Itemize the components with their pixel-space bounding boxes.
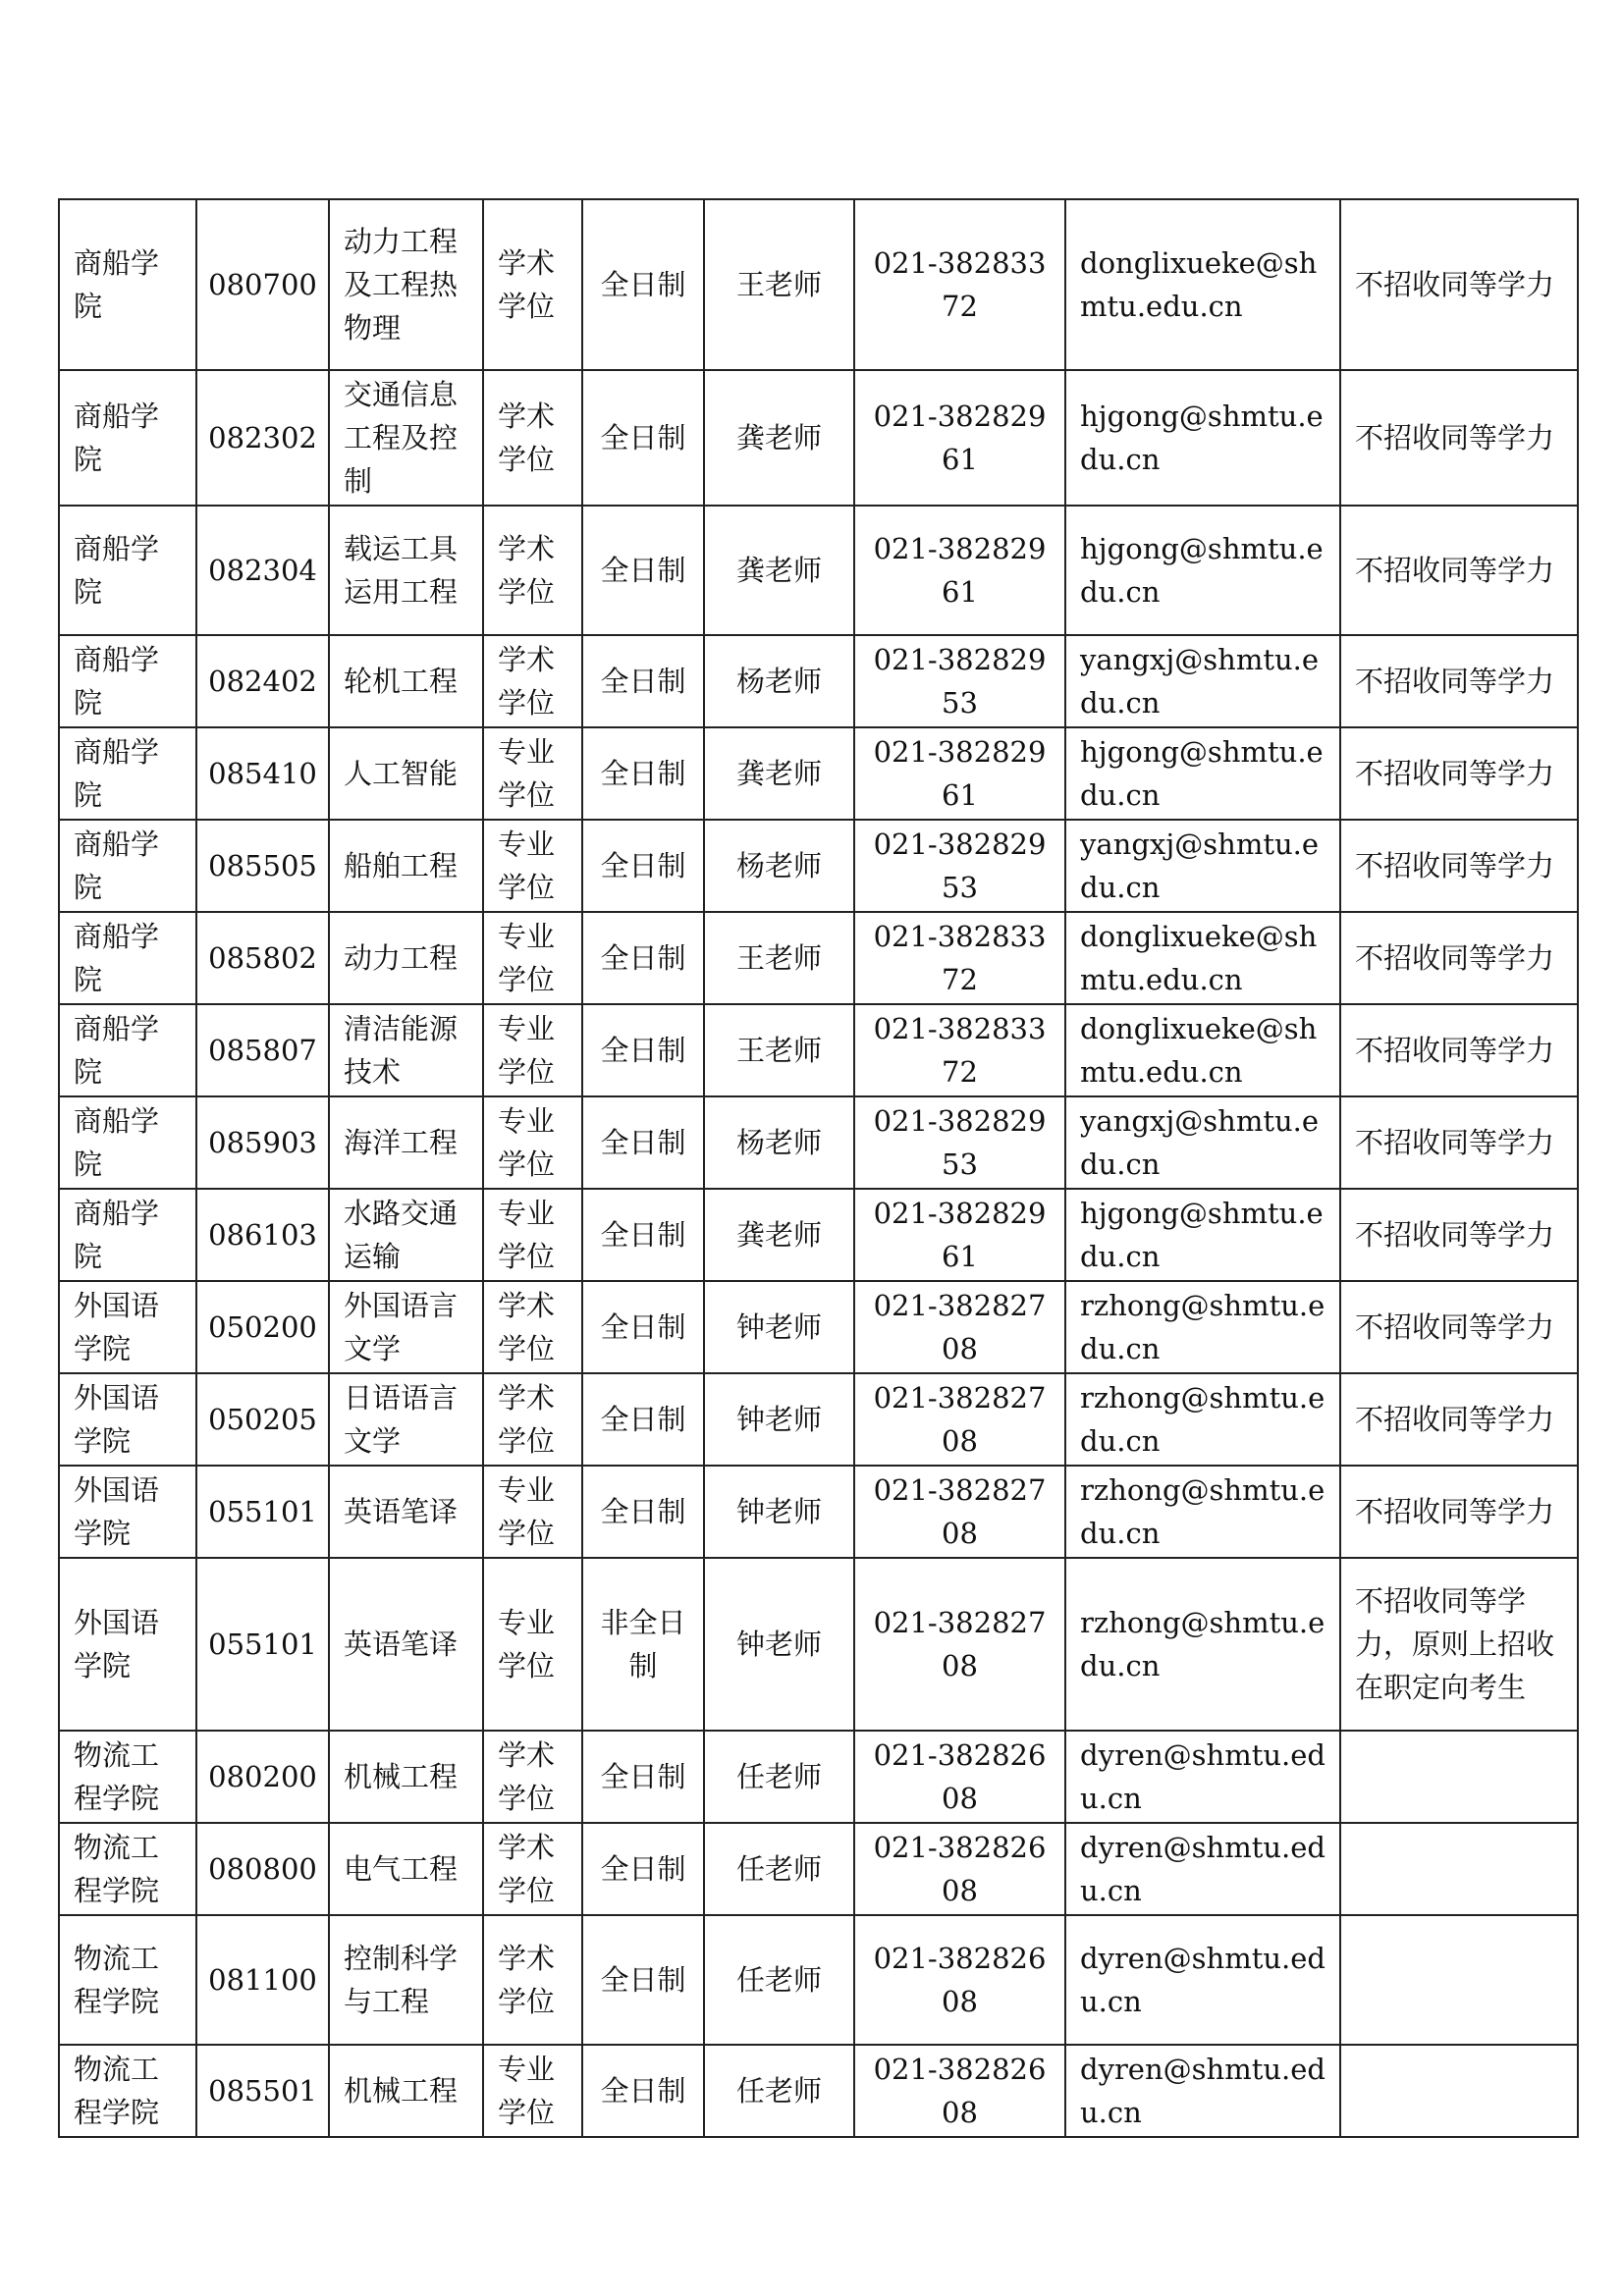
college-cell: 商船学院 — [59, 820, 196, 912]
email-cell: hjgong@shmtu.edu.cn — [1065, 370, 1340, 506]
study-mode-cell: 全日制 — [582, 1096, 704, 1189]
degree-type-cell: 学术学位 — [483, 1731, 582, 1823]
college-cell: 物流工程学院 — [59, 1915, 196, 2045]
study-mode-cell: 非全日制 — [582, 1558, 704, 1731]
major-code-cell: 086103 — [196, 1189, 329, 1281]
email-cell: dyren@shmtu.edu.cn — [1065, 1731, 1340, 1823]
remark-cell: 不招收同等学力 — [1340, 370, 1578, 506]
phone-cell: 021-38282708 — [854, 1558, 1065, 1731]
remark-cell — [1340, 1823, 1578, 1915]
contact-person-cell: 龚老师 — [704, 506, 854, 635]
study-mode-cell: 全日制 — [582, 1189, 704, 1281]
admissions-contact-table — [58, 198, 1579, 2138]
major-name-cell: 水路交通运输 — [329, 1189, 483, 1281]
phone-cell: 021-38283372 — [854, 1004, 1065, 1096]
study-mode-cell: 全日制 — [582, 199, 704, 370]
major-code-cell: 050200 — [196, 1281, 329, 1373]
email-cell: donglixueke@shmtu.edu.cn — [1065, 912, 1340, 1004]
degree-type-cell: 学术学位 — [483, 1373, 582, 1466]
email-cell: rzhong@shmtu.edu.cn — [1065, 1281, 1340, 1373]
contact-person-cell: 龚老师 — [704, 727, 854, 820]
college-cell: 商船学院 — [59, 1189, 196, 1281]
major-name-cell: 英语笔译 — [329, 1466, 483, 1558]
major-name-cell: 控制科学与工程 — [329, 1915, 483, 2045]
degree-type-cell: 专业学位 — [483, 1558, 582, 1731]
phone-cell: 021-38282608 — [854, 2045, 1065, 2137]
major-code-cell: 085501 — [196, 2045, 329, 2137]
college-cell: 外国语学院 — [59, 1281, 196, 1373]
contact-person-cell: 王老师 — [704, 199, 854, 370]
contact-person-cell: 钟老师 — [704, 1281, 854, 1373]
table-row — [59, 727, 1578, 820]
study-mode-cell: 全日制 — [582, 370, 704, 506]
study-mode-cell: 全日制 — [582, 1466, 704, 1558]
degree-type-cell: 专业学位 — [483, 912, 582, 1004]
study-mode-cell: 全日制 — [582, 1373, 704, 1466]
contact-person-cell: 任老师 — [704, 1915, 854, 2045]
table-row — [59, 506, 1578, 635]
study-mode-cell: 全日制 — [582, 1731, 704, 1823]
study-mode-cell: 全日制 — [582, 506, 704, 635]
contact-person-cell: 钟老师 — [704, 1558, 854, 1731]
degree-type-cell: 学术学位 — [483, 1823, 582, 1915]
major-name-cell: 日语语言文学 — [329, 1373, 483, 1466]
table-row — [59, 635, 1578, 727]
email-cell: rzhong@shmtu.edu.cn — [1065, 1466, 1340, 1558]
email-cell: dyren@shmtu.edu.cn — [1065, 1915, 1340, 2045]
degree-type-cell: 专业学位 — [483, 2045, 582, 2137]
degree-type-cell: 专业学位 — [483, 1004, 582, 1096]
major-name-cell: 载运工具运用工程 — [329, 506, 483, 635]
major-code-cell: 081100 — [196, 1915, 329, 2045]
study-mode-cell: 全日制 — [582, 1281, 704, 1373]
major-code-cell: 055101 — [196, 1558, 329, 1731]
degree-type-cell: 专业学位 — [483, 820, 582, 912]
major-code-cell: 085505 — [196, 820, 329, 912]
degree-type-cell: 专业学位 — [483, 1096, 582, 1189]
college-cell: 商船学院 — [59, 506, 196, 635]
contact-person-cell: 任老师 — [704, 1823, 854, 1915]
contact-person-cell: 龚老师 — [704, 370, 854, 506]
major-name-cell: 轮机工程 — [329, 635, 483, 727]
remark-cell — [1340, 1731, 1578, 1823]
contact-person-cell: 钟老师 — [704, 1466, 854, 1558]
contact-person-cell: 杨老师 — [704, 1096, 854, 1189]
table-row — [59, 912, 1578, 1004]
phone-cell: 021-38282953 — [854, 1096, 1065, 1189]
table-row — [59, 2045, 1578, 2137]
major-name-cell: 英语笔译 — [329, 1558, 483, 1731]
college-cell: 物流工程学院 — [59, 1823, 196, 1915]
major-name-cell: 动力工程 — [329, 912, 483, 1004]
phone-cell: 021-38282961 — [854, 727, 1065, 820]
college-cell: 商船学院 — [59, 1096, 196, 1189]
table-row — [59, 1096, 1578, 1189]
major-code-cell: 085410 — [196, 727, 329, 820]
major-name-cell: 机械工程 — [329, 2045, 483, 2137]
email-cell: hjgong@shmtu.edu.cn — [1065, 506, 1340, 635]
table-row — [59, 1731, 1578, 1823]
major-code-cell: 050205 — [196, 1373, 329, 1466]
remark-cell — [1340, 1915, 1578, 2045]
study-mode-cell: 全日制 — [582, 1915, 704, 2045]
major-code-cell: 080800 — [196, 1823, 329, 1915]
remark-cell: 不招收同等学力 — [1340, 1004, 1578, 1096]
remark-cell — [1340, 2045, 1578, 2137]
major-code-cell: 082302 — [196, 370, 329, 506]
email-cell: rzhong@shmtu.edu.cn — [1065, 1558, 1340, 1731]
phone-cell: 021-38282961 — [854, 506, 1065, 635]
email-cell: dyren@shmtu.edu.cn — [1065, 2045, 1340, 2137]
degree-type-cell: 专业学位 — [483, 1466, 582, 1558]
table-row — [59, 1281, 1578, 1373]
contact-person-cell: 任老师 — [704, 1731, 854, 1823]
phone-cell: 021-38282608 — [854, 1731, 1065, 1823]
remark-cell: 不招收同等学力 — [1340, 1096, 1578, 1189]
remark-cell: 不招收同等学力 — [1340, 506, 1578, 635]
college-cell: 物流工程学院 — [59, 1731, 196, 1823]
contact-person-cell: 王老师 — [704, 912, 854, 1004]
study-mode-cell: 全日制 — [582, 2045, 704, 2137]
table-row — [59, 820, 1578, 912]
major-name-cell: 机械工程 — [329, 1731, 483, 1823]
table-row — [59, 199, 1578, 370]
major-name-cell: 清洁能源技术 — [329, 1004, 483, 1096]
table-row — [59, 1823, 1578, 1915]
degree-type-cell: 学术学位 — [483, 370, 582, 506]
major-name-cell: 人工智能 — [329, 727, 483, 820]
contact-person-cell: 任老师 — [704, 2045, 854, 2137]
table-row — [59, 1189, 1578, 1281]
remark-cell: 不招收同等学力 — [1340, 820, 1578, 912]
major-code-cell: 080700 — [196, 199, 329, 370]
college-cell: 商船学院 — [59, 1004, 196, 1096]
study-mode-cell: 全日制 — [582, 912, 704, 1004]
email-cell: hjgong@shmtu.edu.cn — [1065, 1189, 1340, 1281]
major-name-cell: 外国语言文学 — [329, 1281, 483, 1373]
phone-cell: 021-38282608 — [854, 1915, 1065, 2045]
degree-type-cell: 专业学位 — [483, 1189, 582, 1281]
degree-type-cell: 学术学位 — [483, 1281, 582, 1373]
study-mode-cell: 全日制 — [582, 635, 704, 727]
college-cell: 商船学院 — [59, 370, 196, 506]
phone-cell: 021-38283372 — [854, 199, 1065, 370]
table-row — [59, 1373, 1578, 1466]
study-mode-cell: 全日制 — [582, 727, 704, 820]
remark-cell: 不招收同等学力 — [1340, 635, 1578, 727]
major-code-cell: 085807 — [196, 1004, 329, 1096]
remark-cell: 不招收同等学力 — [1340, 1189, 1578, 1281]
remark-cell: 不招收同等学力 — [1340, 1281, 1578, 1373]
phone-cell: 021-38282608 — [854, 1823, 1065, 1915]
phone-cell: 021-38282961 — [854, 1189, 1065, 1281]
phone-cell: 021-38283372 — [854, 912, 1065, 1004]
major-code-cell: 085903 — [196, 1096, 329, 1189]
degree-type-cell: 专业学位 — [483, 727, 582, 820]
major-code-cell: 080200 — [196, 1731, 329, 1823]
major-code-cell: 082304 — [196, 506, 329, 635]
degree-type-cell: 学术学位 — [483, 506, 582, 635]
contact-person-cell: 杨老师 — [704, 635, 854, 727]
table-row — [59, 1004, 1578, 1096]
phone-cell: 021-38282961 — [854, 370, 1065, 506]
study-mode-cell: 全日制 — [582, 1823, 704, 1915]
major-name-cell: 海洋工程 — [329, 1096, 483, 1189]
major-name-cell: 船舶工程 — [329, 820, 483, 912]
table-row — [59, 370, 1578, 506]
remark-cell: 不招收同等学力 — [1340, 727, 1578, 820]
email-cell: hjgong@shmtu.edu.cn — [1065, 727, 1340, 820]
study-mode-cell: 全日制 — [582, 820, 704, 912]
major-name-cell: 动力工程及工程热物理 — [329, 199, 483, 370]
remark-cell: 不招收同等学力 — [1340, 1466, 1578, 1558]
major-name-cell: 交通信息工程及控制 — [329, 370, 483, 506]
college-cell: 商船学院 — [59, 635, 196, 727]
major-code-cell: 085802 — [196, 912, 329, 1004]
email-cell: yangxj@shmtu.edu.cn — [1065, 1096, 1340, 1189]
table-row — [59, 1466, 1578, 1558]
table-body — [59, 199, 1578, 2137]
remark-cell: 不招收同等学力 — [1340, 912, 1578, 1004]
contact-person-cell: 钟老师 — [704, 1373, 854, 1466]
phone-cell: 021-38282708 — [854, 1373, 1065, 1466]
email-cell: rzhong@shmtu.edu.cn — [1065, 1373, 1340, 1466]
college-cell: 商船学院 — [59, 727, 196, 820]
remark-cell: 不招收同等学力 — [1340, 1373, 1578, 1466]
contact-person-cell: 龚老师 — [704, 1189, 854, 1281]
phone-cell: 021-38282953 — [854, 635, 1065, 727]
email-cell: donglixueke@shmtu.edu.cn — [1065, 1004, 1340, 1096]
phone-cell: 021-38282708 — [854, 1466, 1065, 1558]
phone-cell: 021-38282953 — [854, 820, 1065, 912]
degree-type-cell: 学术学位 — [483, 635, 582, 727]
major-code-cell: 082402 — [196, 635, 329, 727]
major-name-cell: 电气工程 — [329, 1823, 483, 1915]
table-row — [59, 1915, 1578, 2045]
remark-cell: 不招收同等学力 — [1340, 199, 1578, 370]
phone-cell: 021-38282708 — [854, 1281, 1065, 1373]
degree-type-cell: 学术学位 — [483, 1915, 582, 2045]
email-cell: dyren@shmtu.edu.cn — [1065, 1823, 1340, 1915]
contact-person-cell: 王老师 — [704, 1004, 854, 1096]
college-cell: 外国语学院 — [59, 1558, 196, 1731]
email-cell: donglixueke@shmtu.edu.cn — [1065, 199, 1340, 370]
college-cell: 商船学院 — [59, 199, 196, 370]
college-cell: 外国语学院 — [59, 1373, 196, 1466]
college-cell: 物流工程学院 — [59, 2045, 196, 2137]
table-row — [59, 1558, 1578, 1731]
college-cell: 商船学院 — [59, 912, 196, 1004]
degree-type-cell: 学术学位 — [483, 199, 582, 370]
email-cell: yangxj@shmtu.edu.cn — [1065, 820, 1340, 912]
contact-person-cell: 杨老师 — [704, 820, 854, 912]
major-code-cell: 055101 — [196, 1466, 329, 1558]
college-cell: 外国语学院 — [59, 1466, 196, 1558]
email-cell: yangxj@shmtu.edu.cn — [1065, 635, 1340, 727]
study-mode-cell: 全日制 — [582, 1004, 704, 1096]
remark-cell: 不招收同等学力，原则上招收在职定向考生 — [1340, 1558, 1578, 1731]
